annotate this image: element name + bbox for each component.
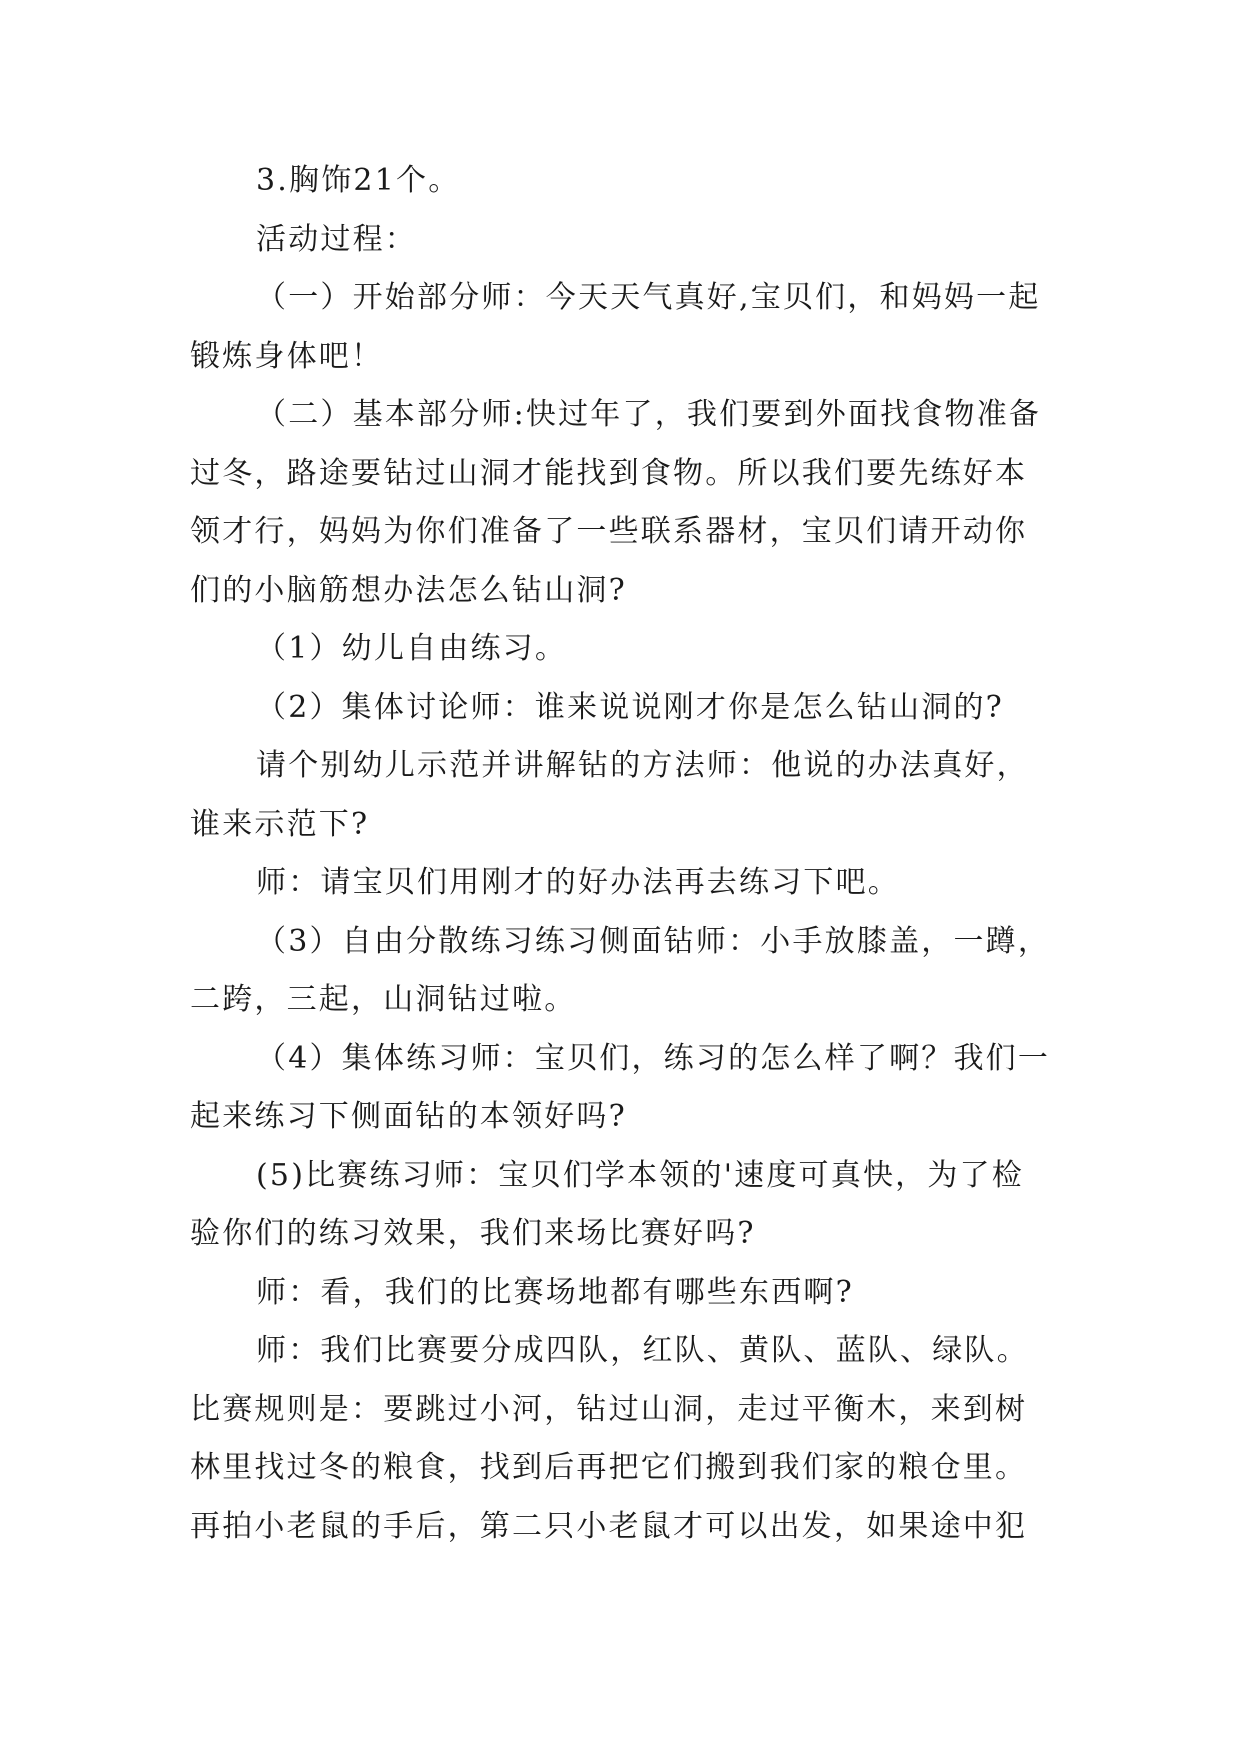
paragraph-group-practice: （4）集体练习师：宝贝们，练习的怎么样了啊？我们一起来练习下侧面钻的本领好吗? (190, 1040, 1051, 1134)
paragraph-competition-practice: (5)比赛练习师：宝贝们学本领的'速度可真快，为了检验你们的练习效果，我们来场比赛好吗? (190, 1157, 1024, 1251)
paragraph-activity-process-heading: 活动过程： (256, 221, 417, 257)
paragraph-teacher-practice-again: 师：请宝贝们用刚才的好办法再去练习下吧。 (256, 865, 900, 900)
paragraph-competition-rules: 师：我们比赛要分成四队，红队、黄队、蓝队、绿队。比赛规则是：要跳过小河，钻过山洞，走过平衡木，来到树林里找过冬的粮食，找到后再把它们搬到我们家的粮仓里。再拍小老鼠的手后，第二只小老鼠才可以出发，如果途中犯 (190, 1333, 1029, 1544)
paragraph-basic-section: （二）基本部分师:快过年了，我们要到外面找食物准备过冬，路途要钻过山洞才能找到食物。所以我们要先练好本领才行，妈妈为你们准备了一些联系器材，宝贝们请开动你们的小脑筋想办法怎么钻山洞? (190, 397, 1042, 608)
paragraph-group-discussion: （2）集体讨论师：谁来说说刚才你是怎么钻山洞的? (256, 689, 1004, 725)
paragraph-competition-venue: 师：看，我们的比赛场地都有哪些东西啊? (256, 1274, 854, 1310)
paragraph-demonstration: 请个别幼儿示范并讲解钻的方法师：他说的办法真好，谁来示范下? (190, 748, 1029, 842)
paragraph-free-practice: （1）幼儿自由练习。 (256, 631, 568, 666)
document-body (190, 152, 1056, 1556)
paragraph-materials-item-3: 3.胸饰21个。 (256, 163, 461, 198)
paragraph-opening-section: （一）开始部分师：今天天气真好,宝贝们，和妈妈一起锻炼身体吧！ (190, 280, 1041, 374)
paragraph-side-crawl-practice: （3）自由分散练习练习侧面钻师：小手放膝盖，一蹲，二跨，三起，山洞钻过啦。 (190, 923, 1051, 1017)
